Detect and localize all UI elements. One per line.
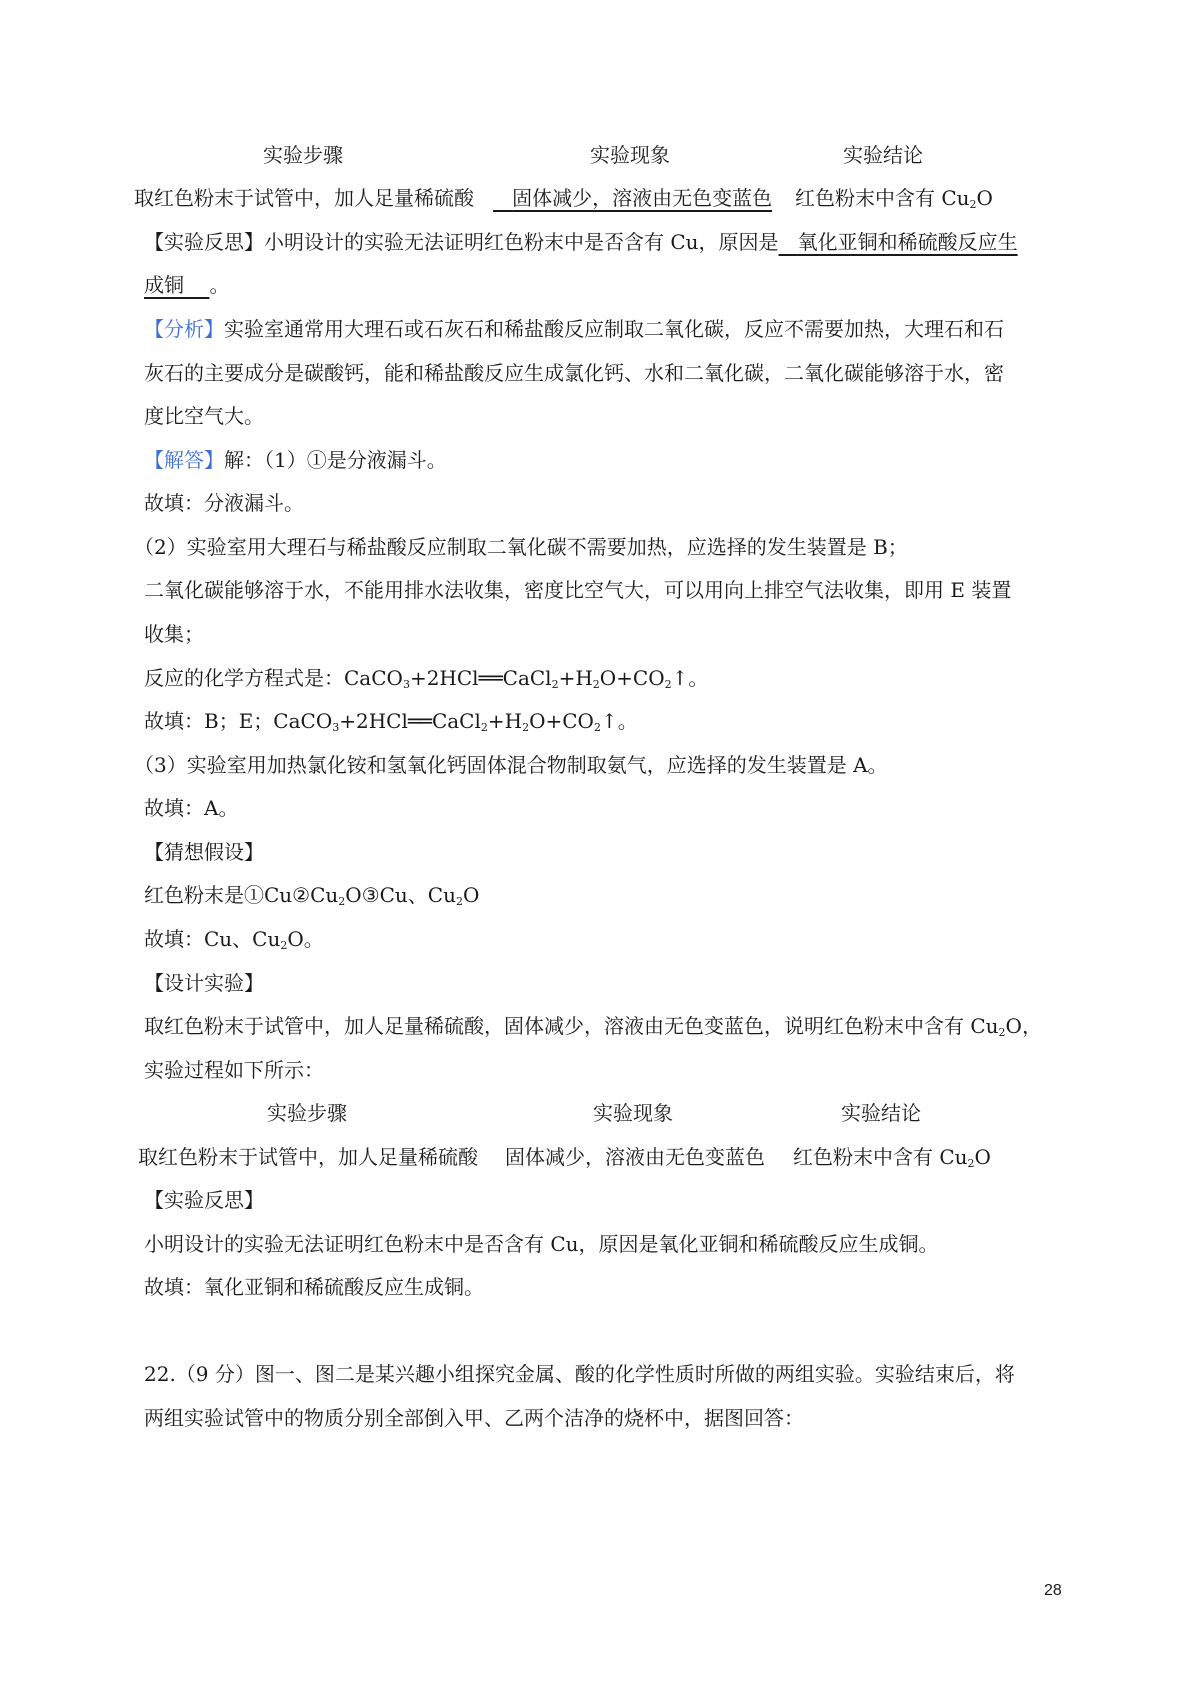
reflection-line-2: 成铜 。 — [144, 273, 230, 297]
analysis-line-2: 灰石的主要成分是碳酸钙，能和稀盐酸反应生成氯化钙、水和二氧化碳，二氧化碳能够溶于水，密 — [144, 361, 1004, 385]
question-22-line-2: 两组实验试管中的物质分别全部倒入甲、乙两个洁净的烧杯中，据图回答： — [144, 1406, 804, 1430]
fill-answer-2: 故填：B；E；$CaCO_3+2HCl══CaCl_2+H_2O+CO_2↑$。 — [144, 709, 638, 734]
analysis-label: 【分析】 — [144, 317, 224, 341]
table2-header-step: 实验步骤 — [267, 1101, 347, 1125]
equation-line: 反应的化学方程式是：$CaCO_3+2HCl══CaCl_2+H_2O+CO_2↑$。 — [144, 666, 709, 691]
analysis-line-1: 【分析】实验室通常用大理石或石灰石和稀盐酸反应制取二氧化碳，反应不需要加热，大理石和石 — [144, 317, 1004, 341]
table1-header-step: 实验步骤 — [263, 143, 343, 167]
reflection-text: 小明设计的实验无法证明红色粉末中是否含有 Cu，原因是氧化亚铜和稀硫酸反应生成铜。 — [144, 1232, 939, 1256]
fill-answer-1: 故填：分液漏斗。 — [144, 491, 304, 515]
table1-header-conclusion: 实验结论 — [843, 143, 923, 167]
design-line-1: 取红色粉末于试管中，加人足量稀硫酸，固体减少，溶液由无色变蓝色，说明红色粉末中含有 $Cu_2O$， — [144, 1014, 1042, 1039]
table1-step: 取红色粉末于试管中，加人足量稀硫酸 — [134, 186, 474, 210]
reflection-heading: 【实验反思】 — [144, 1188, 264, 1212]
table2-header-conclusion: 实验结论 — [841, 1101, 921, 1125]
question-22-line-1: 22.（9 分）图一、图二是某兴趣小组探究金属、酸的化学性质时所做的两组实验。实验结束后，将 — [144, 1362, 1015, 1386]
fill-answer-3: 故填：A。 — [144, 796, 239, 820]
table1-conclusion: 红色粉末中含有 $Cu_2O$ — [795, 186, 993, 211]
solution-label: 【解答】 — [144, 448, 224, 472]
hypothesis-heading: 【猜想假设】 — [144, 840, 264, 864]
table1-phenomenon: 固体减少，溶液由无色变蓝色 — [512, 186, 773, 210]
q2-line-1: （2）实验室用大理石与稀盐酸反应制取二氧化碳不需要加热，应选择的发生装置是 B； — [134, 535, 908, 559]
table2-header-phenomenon: 实验现象 — [593, 1101, 673, 1125]
reflection-line-1: 【实验反思】小明设计的实验无法证明红色粉末中是否含有 Cu，原因是 氧化亚铜和稀硫酸反应生 — [144, 230, 1018, 254]
design-heading: 【设计实验】 — [144, 971, 264, 995]
solution-line-1: 【解答】解：（1）①是分液漏斗。 — [144, 448, 447, 472]
table1-header-phenomenon: 实验现象 — [590, 143, 670, 167]
table2-phenomenon: 固体减少，溶液由无色变蓝色 — [505, 1145, 765, 1169]
design-line-2: 实验过程如下所示： — [144, 1058, 324, 1082]
q2-line-2: 二氧化碳能够溶于水，不能用排水法收集，密度比空气大，可以用向上排空气法收集，即用 E 装置 — [144, 578, 1012, 602]
analysis-line-3: 度比空气大。 — [144, 404, 264, 428]
table2-step: 取红色粉末于试管中，加人足量稀硫酸 — [138, 1145, 478, 1169]
fill-answer-4: 故填：Cu、$Cu_2O$。 — [144, 927, 324, 952]
page-number: 28 — [1044, 1582, 1062, 1599]
hypothesis-line: 红色粉末是$①Cu②Cu_2O③Cu$、$Cu_2O$ — [144, 883, 480, 908]
q2-line-3: 收集； — [144, 622, 204, 646]
table2-conclusion: 红色粉末中含有 $Cu_2O$ — [793, 1145, 991, 1170]
fill-answer-5: 故填：氧化亚铜和稀硫酸反应生成铜。 — [144, 1275, 484, 1299]
q3-line: （3）实验室用加热氯化铵和氢氧化钙固体混合物制取氨气，应选择的发生装置是 A。 — [134, 753, 888, 777]
